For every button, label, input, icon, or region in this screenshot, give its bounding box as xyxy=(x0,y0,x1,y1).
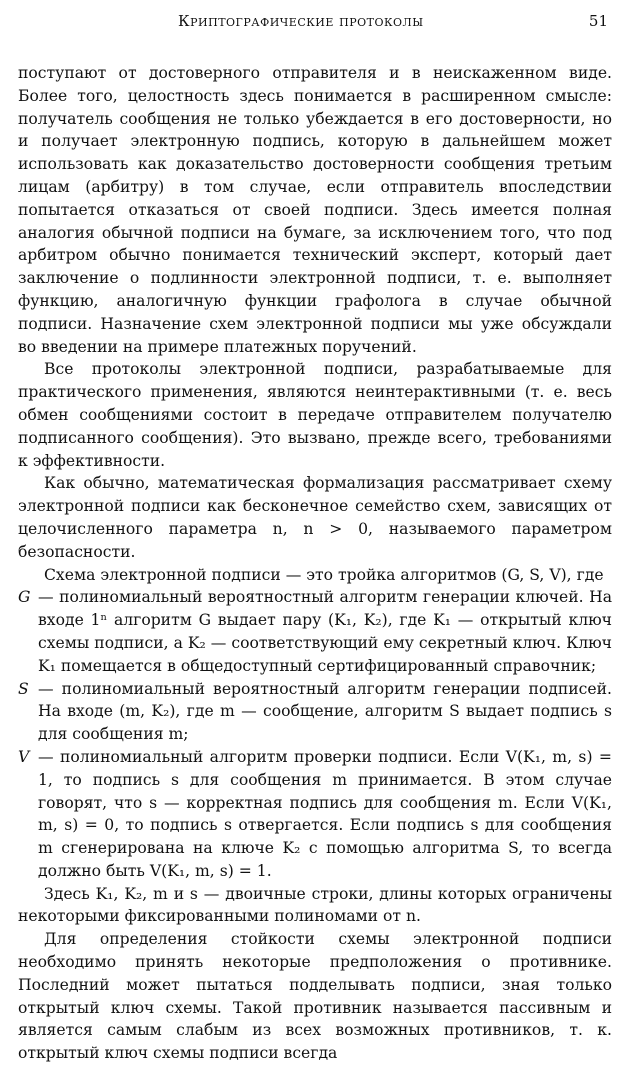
item-text: — полиномиальный вероятностный алгоритм генерации подписей. На входе (m, K₂), где m — сообщение, алгоритм S выдает подпись s для сообщения m; xyxy=(38,679,612,744)
definition-item-g xyxy=(18,586,612,677)
paragraph: поступают от достоверного отправителя и в неискаженном виде. Более того, целостность здесь понимается в расширенном смысле: получатель сообщения не только убеждается в его достоверности, но и получает электронную подпись, которую в дальнейшем может использовать как доказательство достоверности сообщения третьим лицам (арбитру) в том случае, если отправитель впоследствии попытается отказаться от своей подписи. Здесь имеется полная аналогия обычной подписи на бумаге, за исключением того, что под арбитром обычно понимается технический эксперт, который дает заключение о подлинности электронной подписи, т. е. выполняет функцию, аналогичную функции графолога в случае обычной подписи. Назначение схем электронной подписи мы уже обсуждали во введении на примере платежных поручений. xyxy=(18,64,612,356)
item-text: — полиномиальный алгоритм проверки подписи. Если V(K₁, m, s) = 1, то подпись s для сообщения m принимается. В этом случае говорят, что s — корректная подпись для сообщения m. Если V(K₁, m, s) = 0, то подпись s отвергается. Если подпись s для сообщения m сгенерирована на ключе K₂ с помощью алгоритма S, то всегда должно быть V(K₁, m, s) = 1. xyxy=(38,747,612,880)
item-symbol: G xyxy=(18,588,31,607)
paragraph: Здесь K₁, K₂, m и s — двоичные строки, длины которых ограничены некоторыми фиксированными полиномами от n. xyxy=(18,884,612,926)
item-text: — полиномиальный вероятностный алгоритм генерации ключей. На входе 1ⁿ алгоритм G выдает пару (K₁, K₂), где K₁ — открытый ключ схемы подписи, а K₂ — соответствующий ему секретный ключ. Ключ K₁ помещается в общедоступный сертифицированный справочник; xyxy=(38,588,612,675)
running-head: Криптографические протоколы xyxy=(178,12,424,30)
item-symbol: S xyxy=(18,679,29,698)
paragraph: Для определения стойкости схемы электронной подписи необходимо принять некоторые предположения о противнике. Последний может пытаться подделывать подписи, зная только открытый ключ схемы. Такой противник называется пассивным и является самым слабым из всех возможных противников, т. к. открытый ключ схемы подписи всегда xyxy=(18,930,612,1063)
body-text xyxy=(18,62,612,1065)
definition-item-v xyxy=(18,746,612,883)
item-symbol: V xyxy=(18,747,30,766)
paragraph: Схема электронной подписи — это тройка алгоритмов (G, S, V), где xyxy=(44,565,604,584)
paragraph: Все протоколы электронной подписи, разрабатываемые для практического применения, являются неинтерактивными (т. е. весь обмен сообщениями состоит в передаче отправителем получателю подписанного сообщения). Это вызвано, прежде всего, требованиями к эффективности. xyxy=(18,360,612,470)
definition-item-s xyxy=(18,678,612,746)
book-page xyxy=(18,8,612,1065)
paragraph: Как обычно, математическая формализация рассматривает схему электронной подписи как бесконечное семейство схем, зависящих от целочисленного параметра n, n > 0, называемого параметром безопасности. xyxy=(18,474,612,561)
page-header xyxy=(18,8,612,34)
page-number: 51 xyxy=(588,12,608,30)
